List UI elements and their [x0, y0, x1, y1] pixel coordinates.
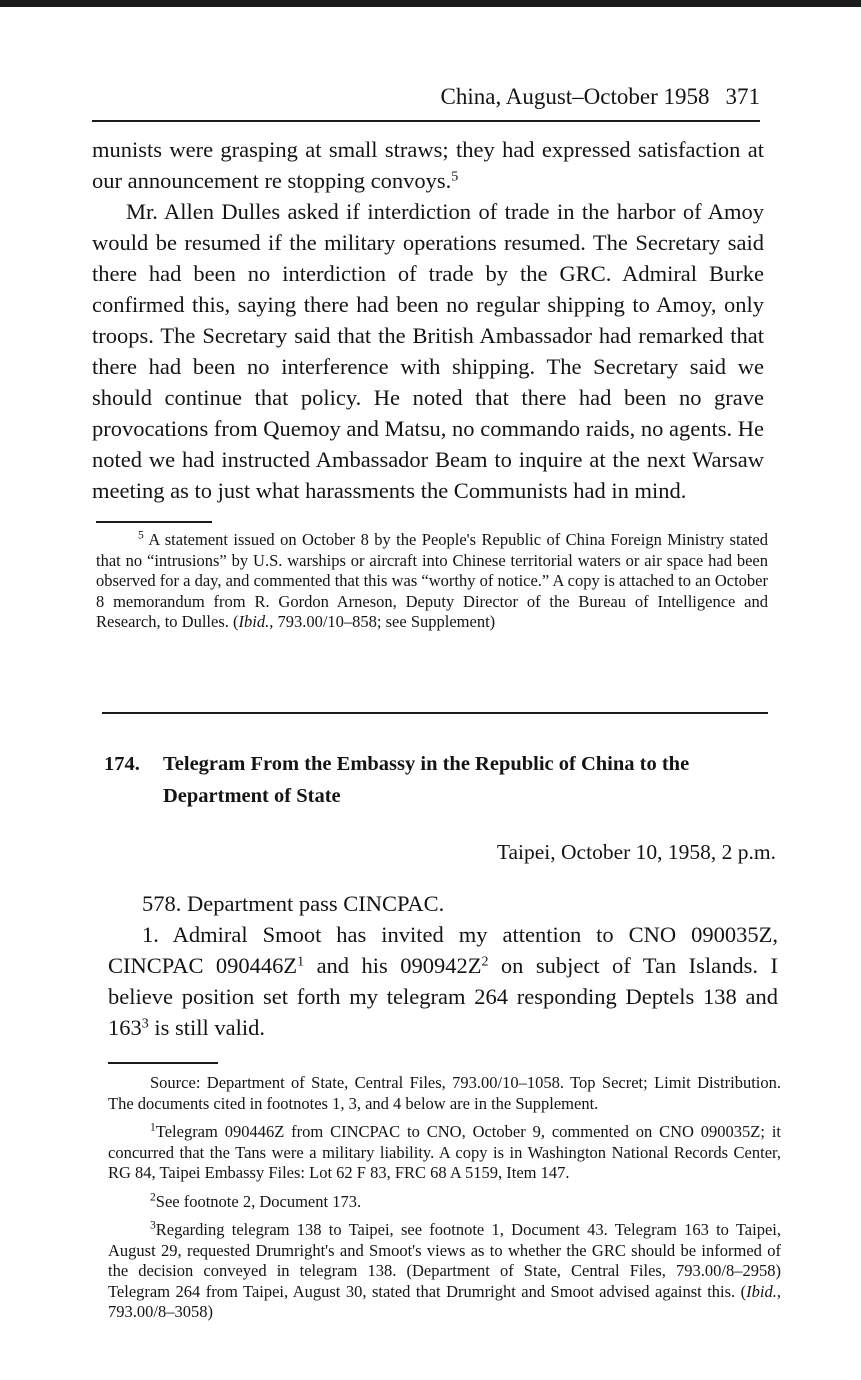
source-note: Source: Department of State, Central Files, 793.00/10–1058. Top Secret; Limit Distribution. The documents cited in footnotes 1, 3, and 4 below are in the Supplement.	[108, 1073, 781, 1113]
telegram-line-1: 578. Department pass CINCPAC.	[142, 891, 445, 916]
section-divider	[102, 712, 768, 714]
document-number: 174.	[104, 753, 140, 775]
footnote-rule	[96, 521, 212, 523]
running-header-title: China, August–October 1958	[440, 84, 710, 109]
footnote-5: $^5$ A statement issued on October 8 by the People's Republic of China Foreign Ministry stated that no “intrusions” by U.S. warships or aircraft into Chinese territorial waters or air space had been observed for a day, and commented that this was “worthy of notice.” A copy is attached to an October 8 memorandum from R. Gordon Arneson, Deputy Director of the Bureau of Intelligence and Research, to Dulles. (Ibid., 793.00/10–858; see Supplement)	[96, 529, 769, 631]
paragraph-continued: munists were grasping at small straws; they had expressed satisfaction at our announcement re stopping convoys.$^5$	[92, 137, 764, 193]
footnote-ref-5: 5	[451, 169, 459, 185]
footnote-2: $^2$See footnote 2, Document 173.	[150, 1191, 362, 1211]
telegram-paragraph-1: 1. Admiral Smoot has invited my attention to CNO 090035Z, CINCPAC $090446Z^1$ and his $090942Z^2$ on subject of Tan Islands. I believe position set forth my telegram 264 responding Deptels 138 and $163^3$ is still valid.	[108, 922, 778, 1040]
dateline: Taipei, October 10, 1958, 2 p.m.	[496, 840, 776, 864]
footnote-ref-2: 2	[481, 954, 489, 970]
document-title: Telegram From the Embassy in the Republic of China to the Department of State	[163, 753, 690, 807]
footnote-rule-2	[108, 1062, 218, 1064]
footnote-3: $^3$Regarding telegram 138 to Taipei, see footnote 1, Document 43. Telegram 163 to Taipei, August 29, requested Drumright's and Smoot's views as to whether the GRC should be informed of the decision conveyed in telegram 138. (Department of State, Central Files, 793.00/8–2958) Telegram 264 from Taipei, August 30, stated that Drumright and Smoot advised against this. (Ibid., 793.00/8–3058)	[108, 1219, 781, 1321]
page-number: 371	[725, 84, 760, 109]
telegram-body	[108, 888, 778, 1043]
footnote-ref-3: 3	[141, 1016, 149, 1032]
body-section-1	[92, 134, 764, 506]
footnotes-block	[108, 1073, 781, 1331]
running-header	[92, 84, 760, 110]
paragraph-dulles: Mr. Allen Dulles asked if interdiction of trade in the harbor of Amoy would be resumed if the military operations resumed. The Secretary said there had been no interdiction of trade by the GRC. Admiral Burke confirmed this, saying there had been no regular shipping to Amoy, only troops. The Secretary said that the British Ambassador had remarked that there had been no interference with shipping. The Secretary said we should continue that policy. He noted that there had been no grave provocations from Quemoy and Matsu, no commando raids, no agents. He noted we had instructed Ambassador Beam to inquire at the next Warsaw meeting as to just what harassments the Communists had in mind.	[92, 199, 764, 503]
footnote-marker: 5	[138, 529, 144, 542]
scan-edge-band	[0, 0, 861, 7]
header-rule	[92, 120, 760, 122]
footnote-1: $^1$Telegram 090446Z from CINCPAC to CNO, October 9, commented on CNO 090035Z; it concurred that the Tans were a military liability. A copy is in Washington National Records Center, RG 84, Taipei Embassy Files: Lot 62 F 83, FRC 68 A 5159, Item 147.	[108, 1121, 781, 1182]
footnote-ref-1: 1	[297, 954, 305, 970]
